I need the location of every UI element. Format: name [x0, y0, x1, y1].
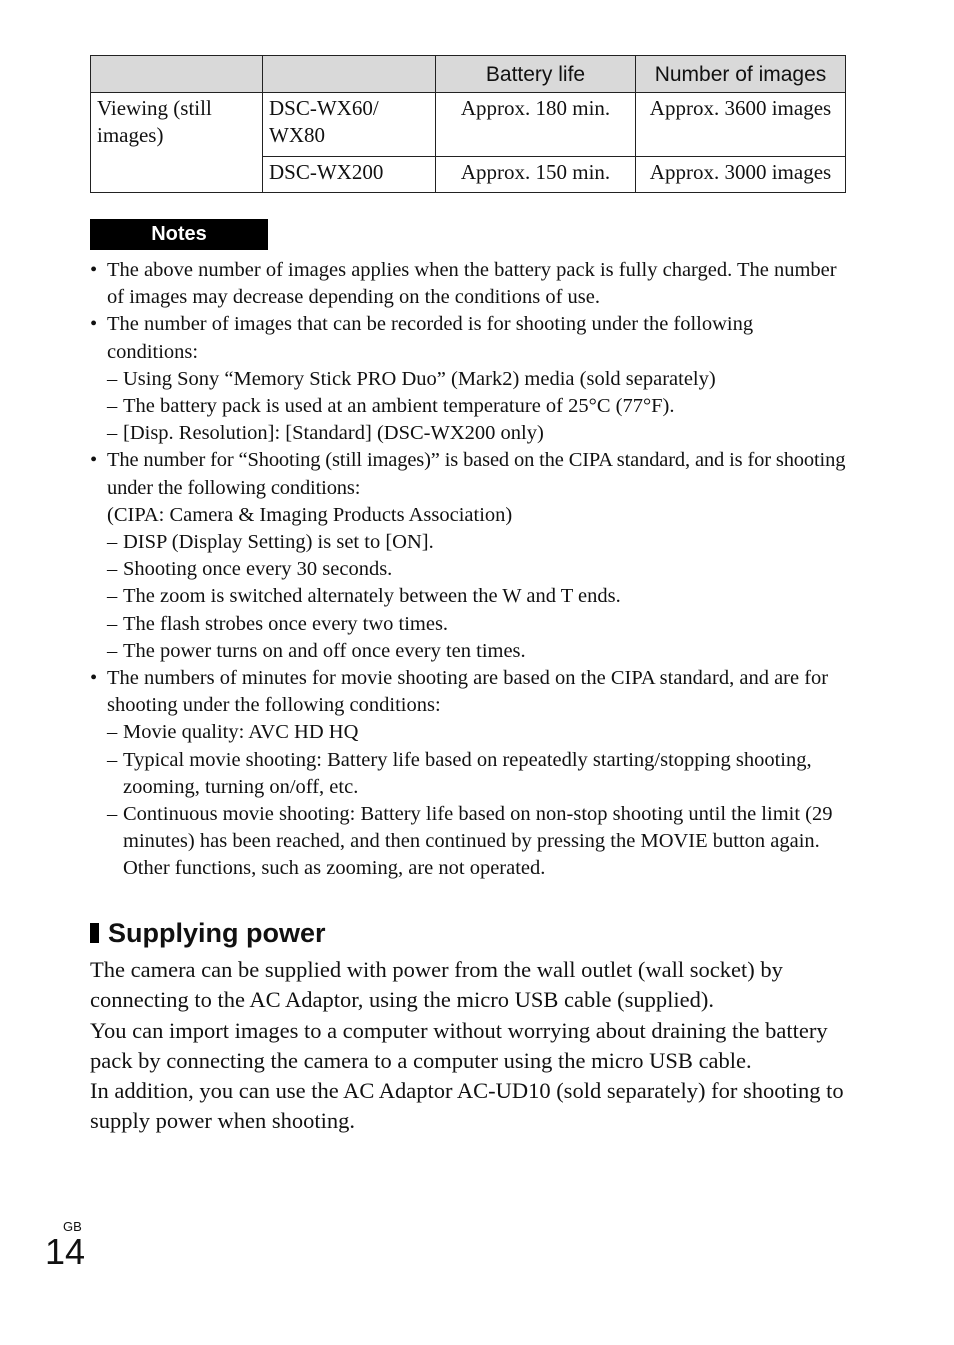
list-item [90, 257, 846, 311]
language-code: GB [63, 1219, 82, 1234]
dash-marker: – [107, 367, 118, 390]
sub-list-item [90, 529, 846, 556]
table-battery-cell: Approx. 180 min. [436, 93, 636, 157]
sub-list-item [90, 801, 846, 883]
paragraph: In addition, you can use the AC Adaptor AC-UD10 (sold separately) for shooting to supply power when shooting. [90, 1078, 844, 1134]
dash-marker: – [107, 395, 118, 418]
paragraph: The camera can be supplied with power from the wall outlet (wall socket) by connecting to the AC Adaptor, using the micro USB cable (supplied). [90, 957, 783, 1013]
table-header-battery-life: Battery life [436, 56, 636, 93]
sub-list-item [90, 638, 846, 665]
note-text: The number of images that can be recorded is for shooting under the following conditions: [107, 313, 754, 363]
sub-list-item [90, 747, 846, 801]
sub-list-item [90, 611, 846, 638]
section-body [90, 955, 846, 1137]
table-header-cell [91, 56, 263, 93]
table-model-cell: DSC-WX200 [263, 157, 436, 193]
dash-marker: – [107, 612, 118, 635]
sub-list-item [90, 583, 846, 610]
dash-marker: – [107, 748, 118, 771]
note-text: The battery pack is used at an ambient temperature of 25°C (77°F). [123, 395, 675, 418]
note-text: The flash strobes once every two times. [123, 612, 449, 635]
notes-list [90, 257, 846, 883]
list-item [90, 665, 846, 719]
table-header-cell [263, 56, 436, 93]
note-text: Movie quality: AVC HD HQ [123, 721, 359, 744]
sub-list-item [90, 420, 846, 447]
table-header-number-of-images: Number of images [636, 56, 846, 93]
section-heading [90, 915, 326, 951]
table-header-row [91, 56, 846, 93]
dash-marker: – [107, 639, 118, 662]
table-category-cell: Viewing (still images) [91, 93, 263, 193]
section-title-text: Supplying power [108, 918, 326, 948]
dash-marker: – [107, 531, 118, 554]
heading-marker-icon [90, 923, 99, 943]
dash-marker: – [107, 585, 118, 608]
note-text: Using Sony “Memory Stick PRO Duo” (Mark2) media (sold separately) [123, 367, 716, 390]
table-row [91, 93, 846, 157]
note-text: The numbers of minutes for movie shooting are based on the CIPA standard, and are for shooting under the following conditions: [107, 667, 829, 717]
sub-list-item [90, 393, 846, 420]
bullet-marker: • [90, 259, 98, 281]
table-images-cell: Approx. 3000 images [636, 157, 846, 193]
note-text: DISP (Display Setting) is set to [ON]. [123, 531, 434, 554]
dash-marker: – [107, 558, 118, 581]
bullet-marker: • [90, 313, 98, 336]
list-item [90, 447, 846, 501]
paragraph: You can import images to a computer without worrying about draining the battery pack by connecting the camera to a computer using the micro USB cable. [90, 1017, 828, 1073]
table-battery-cell: Approx. 150 min. [436, 157, 636, 193]
dash-marker: – [107, 422, 118, 445]
table-images-cell: Approx. 3600 images [636, 93, 846, 157]
dash-marker: – [107, 803, 118, 826]
bullet-marker: • [90, 449, 98, 472]
note-text: The zoom is switched alternately between the W and T ends. [123, 585, 621, 608]
page-number: 14 [45, 1231, 86, 1272]
note-text: [Disp. Resolution]: [Standard] (DSC-WX200 only) [123, 422, 544, 445]
note-text: Typical movie shooting: Battery life based on repeatedly starting/stopping shooting, zooming, turning on/off, etc. [123, 748, 812, 798]
bullet-marker: • [90, 667, 98, 690]
sub-list-item [90, 556, 846, 583]
list-item [90, 311, 846, 365]
note-text: (CIPA: Camera & Imaging Products Association) [107, 503, 513, 526]
sub-list-item [90, 366, 846, 393]
note-text: The power turns on and off once every ten times. [123, 639, 526, 662]
table-model-cell: DSC-WX60/ WX80 [263, 93, 436, 157]
note-text: The above number of images applies when the battery pack is fully charged. The number of images may decrease depending on the conditions of use. [107, 259, 837, 309]
note-text: Continuous movie shooting: Battery life based on non-stop shooting until the limit (29 minutes) has been reached, and then continued by pressing the MOVIE button again. Other functions, such as zooming, are not operated. [123, 803, 833, 880]
note-text: Shooting once every 30 seconds. [123, 558, 393, 581]
sub-list-item [90, 719, 846, 746]
dash-marker: – [107, 721, 118, 744]
note-text: The number for “Shooting (still images)” is based on the CIPA standard, and is for shooting under the following conditions: [107, 449, 846, 499]
battery-table [90, 55, 846, 193]
notes-label: Notes [90, 219, 268, 250]
